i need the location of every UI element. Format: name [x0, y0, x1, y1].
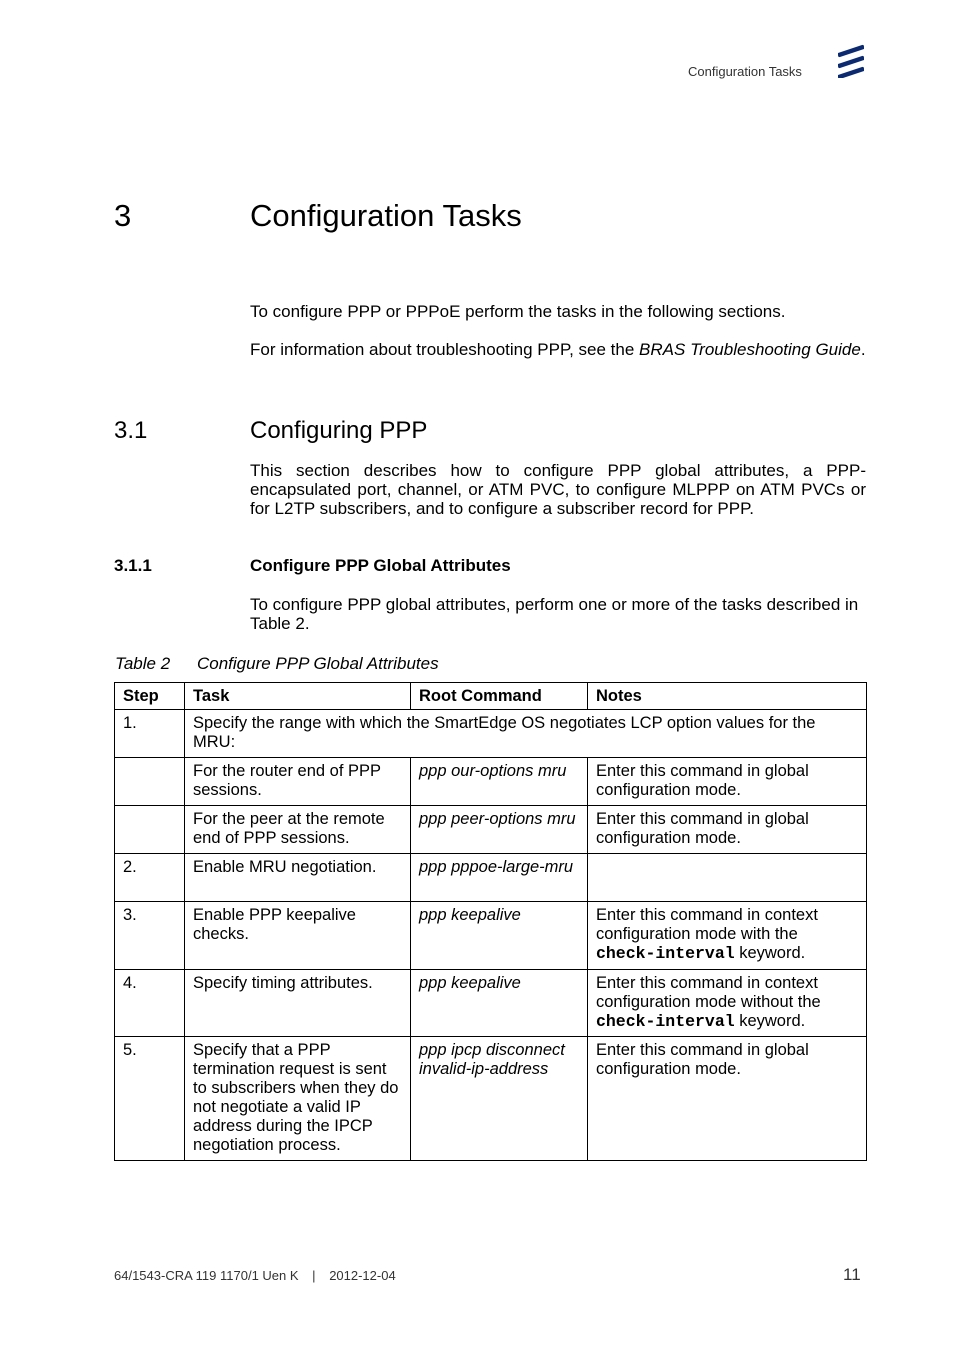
task-cell: For the peer at the remote end of PPP sessions. — [185, 806, 411, 854]
ericsson-logo-icon — [836, 44, 866, 78]
step-cell: 4. — [115, 970, 185, 1037]
document-number: 64/1543-CRA 119 1170/1 Uen K — [114, 1268, 299, 1283]
section-body: This section describes how to configure PPP global attributes, a PPP-encapsulated port, channel, or ATM PVC, to configure MLPPP on ATM PVCs or for L2TP subscribers, and to configure a subscriber record for PPP. — [250, 461, 866, 518]
command-cell: ppp our-options mru — [411, 758, 588, 806]
footer-document-id — [114, 1268, 396, 1283]
intro-paragraph-2 — [250, 340, 866, 359]
header-notes: Notes — [588, 683, 867, 710]
table-caption-label: Table 2 — [115, 654, 171, 673]
table-row — [115, 902, 867, 970]
troubleshooting-guide-reference: BRAS Troubleshooting Guide — [639, 340, 861, 359]
notes-text: Enter this command in context configuration mode with the — [596, 906, 818, 943]
table-row — [115, 710, 867, 758]
task-cell: Enable PPP keepalive checks. — [185, 902, 411, 970]
header-task: Task — [185, 683, 411, 710]
command-cell: ppp peer-options mru — [411, 806, 588, 854]
notes-cell: Enter this command in global configuration mode. — [588, 806, 867, 854]
notes-text-end: keyword. — [734, 1012, 806, 1030]
step-cell: 5. — [115, 1037, 185, 1161]
step-cell — [115, 758, 185, 806]
header-step: Step — [115, 683, 185, 710]
step-cell: 1. — [115, 710, 185, 758]
intro-paragraph-2-end: . — [860, 340, 866, 359]
table-caption-title: Configure PPP Global Attributes — [197, 654, 439, 673]
notes-cell — [588, 902, 867, 970]
document-date: 2012-12-04 — [329, 1268, 396, 1283]
task-cell: Specify the range with which the SmartEdge OS negotiates LCP option values for the MRU: — [185, 710, 867, 758]
ppp-global-attributes-table — [114, 682, 867, 1161]
notes-cell — [588, 854, 867, 902]
task-cell: For the router end of PPP sessions. — [185, 758, 411, 806]
subsection-body: To configure PPP global attributes, perform one or more of the tasks described in Table 2. — [250, 595, 859, 633]
table-row — [115, 1037, 867, 1161]
section-number: 3.1 — [114, 417, 148, 444]
command-cell: ppp ipcp disconnect invalid-ip-address — [411, 1037, 588, 1161]
table-row — [115, 970, 867, 1037]
section-title: Configuring PPP — [250, 417, 428, 444]
chapter-title: Configuration Tasks — [250, 198, 522, 233]
header-root-command: Root Command — [411, 683, 588, 710]
step-cell — [115, 806, 185, 854]
intro-paragraph-1: To configure PPP or PPPoE perform the tasks in the following sections. — [250, 302, 786, 321]
page-number: 11 — [843, 1265, 861, 1284]
task-cell: Specify that a PPP termination request is sent to subscribers when they do not negotiate a valid IP address during the IPCP negotiation process. — [185, 1037, 411, 1161]
notes-text: Enter this command in context configuration mode without the — [596, 974, 821, 1011]
footer-separator: | — [312, 1268, 316, 1283]
step-cell: 2. — [115, 854, 185, 902]
step-cell: 3. — [115, 902, 185, 970]
intro-paragraph-2-text: For information about troubleshooting PPP, see the — [250, 340, 640, 359]
command-cell: ppp keepalive — [411, 970, 588, 1037]
notes-cell: Enter this command in global configuration mode. — [588, 1037, 867, 1161]
notes-cell: Enter this command in global configuration mode. — [588, 758, 867, 806]
subsection-title: Configure PPP Global Attributes — [250, 556, 511, 575]
command-cell: ppp pppoe-large-mru — [411, 854, 588, 902]
command-cell: ppp keepalive — [411, 902, 588, 970]
task-cell: Specify timing attributes. — [185, 970, 411, 1037]
check-interval-keyword: check-interval — [596, 944, 735, 963]
subsection-number: 3.1.1 — [114, 556, 152, 575]
notes-text-end: keyword. — [734, 944, 806, 962]
task-cell: Enable MRU negotiation. — [185, 854, 411, 902]
running-header: Configuration Tasks — [688, 64, 802, 79]
table-header-row — [115, 683, 867, 710]
chapter-number: 3 — [114, 198, 132, 233]
table-row — [115, 806, 867, 854]
notes-cell — [588, 970, 867, 1037]
check-interval-keyword: check-interval — [596, 1012, 735, 1031]
table-row — [115, 854, 867, 902]
table-row — [115, 758, 867, 806]
